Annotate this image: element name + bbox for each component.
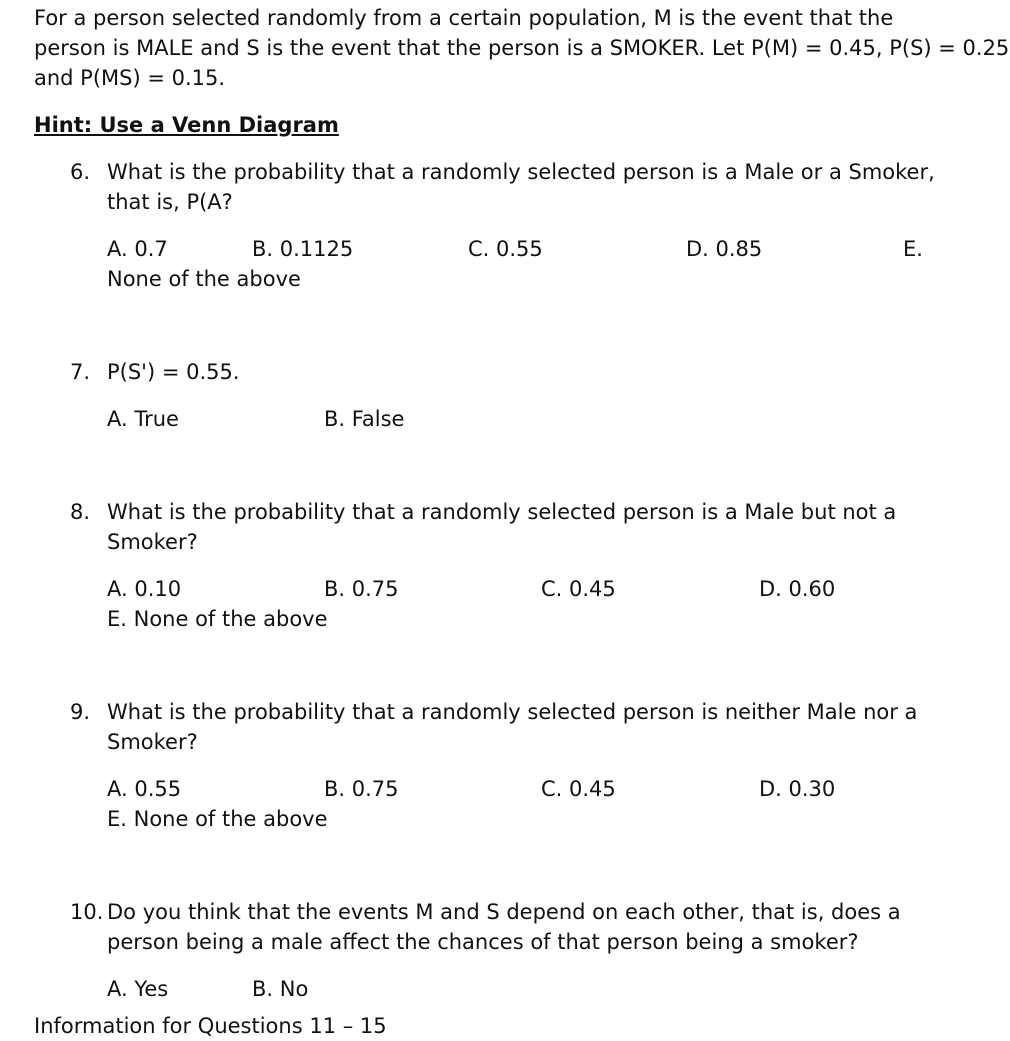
option-e-text[interactable]: None of the above (107, 267, 301, 291)
question-number: 7. (70, 360, 91, 384)
option-b[interactable]: B. 0.75 (324, 577, 399, 601)
question-text (107, 897, 901, 957)
option-d[interactable]: D. 0.60 (759, 577, 836, 601)
option-d[interactable]: D. 0.85 (686, 237, 763, 261)
question-line: P(S') = 0.55. (107, 360, 240, 384)
option-b[interactable]: B. 0.1125 (252, 237, 354, 261)
option-a[interactable]: A. 0.7 (107, 237, 168, 261)
option-c[interactable]: C. 0.45 (541, 777, 616, 801)
option-e[interactable]: E. (903, 237, 923, 261)
option-b[interactable]: B. No (252, 977, 309, 1001)
question-line: that is, P(A? (107, 190, 233, 214)
cutoff-text: Information for Questions 11 – 15 (34, 1014, 387, 1038)
question-text (107, 357, 240, 387)
question-line: Smoker? (107, 730, 198, 754)
intro-paragraph (34, 3, 1009, 93)
intro-line-2: person is MALE and S is the event that the person is a SMOKER. Let P(M) = 0.45, P(S) = 0.25 (34, 36, 1010, 60)
question-text (107, 157, 935, 217)
option-e[interactable]: E. None of the above (107, 607, 328, 631)
question-text (107, 497, 896, 557)
question-number: 10. (70, 900, 104, 924)
option-b[interactable]: B. False (324, 407, 405, 431)
question-line: Smoker? (107, 530, 198, 554)
option-a[interactable]: A. 0.10 (107, 577, 182, 601)
hint-heading: Hint: Use a Venn Diagram (34, 113, 339, 137)
next-section-heading-cutoff (34, 1014, 387, 1038)
intro-line-1: For a person selected randomly from a certain population, M is the event that the (34, 6, 894, 30)
question-line: person being a male affect the chances of that person being a smoker? (107, 930, 859, 954)
question-number: 8. (70, 500, 91, 524)
question-line: Do you think that the events M and S depend on each other, that is, does a (107, 900, 901, 924)
option-c[interactable]: C. 0.55 (468, 237, 543, 261)
option-b[interactable]: B. 0.75 (324, 777, 399, 801)
question-number: 9. (70, 700, 91, 724)
option-a[interactable]: A. Yes (107, 977, 169, 1001)
question-number: 6. (70, 160, 91, 184)
question-line: What is the probability that a randomly selected person is neither Male nor a (107, 700, 918, 724)
question-line: What is the probability that a randomly selected person is a Male or a Smoker, (107, 160, 935, 184)
question-line: What is the probability that a randomly selected person is a Male but not a (107, 500, 897, 524)
question-text (107, 697, 917, 757)
option-d[interactable]: D. 0.30 (759, 777, 836, 801)
option-c[interactable]: C. 0.45 (541, 577, 616, 601)
intro-line-3: and P(MS) = 0.15. (34, 66, 226, 90)
option-a[interactable]: A. True (107, 407, 179, 431)
option-a[interactable]: A. 0.55 (107, 777, 182, 801)
option-e[interactable]: E. None of the above (107, 807, 328, 831)
